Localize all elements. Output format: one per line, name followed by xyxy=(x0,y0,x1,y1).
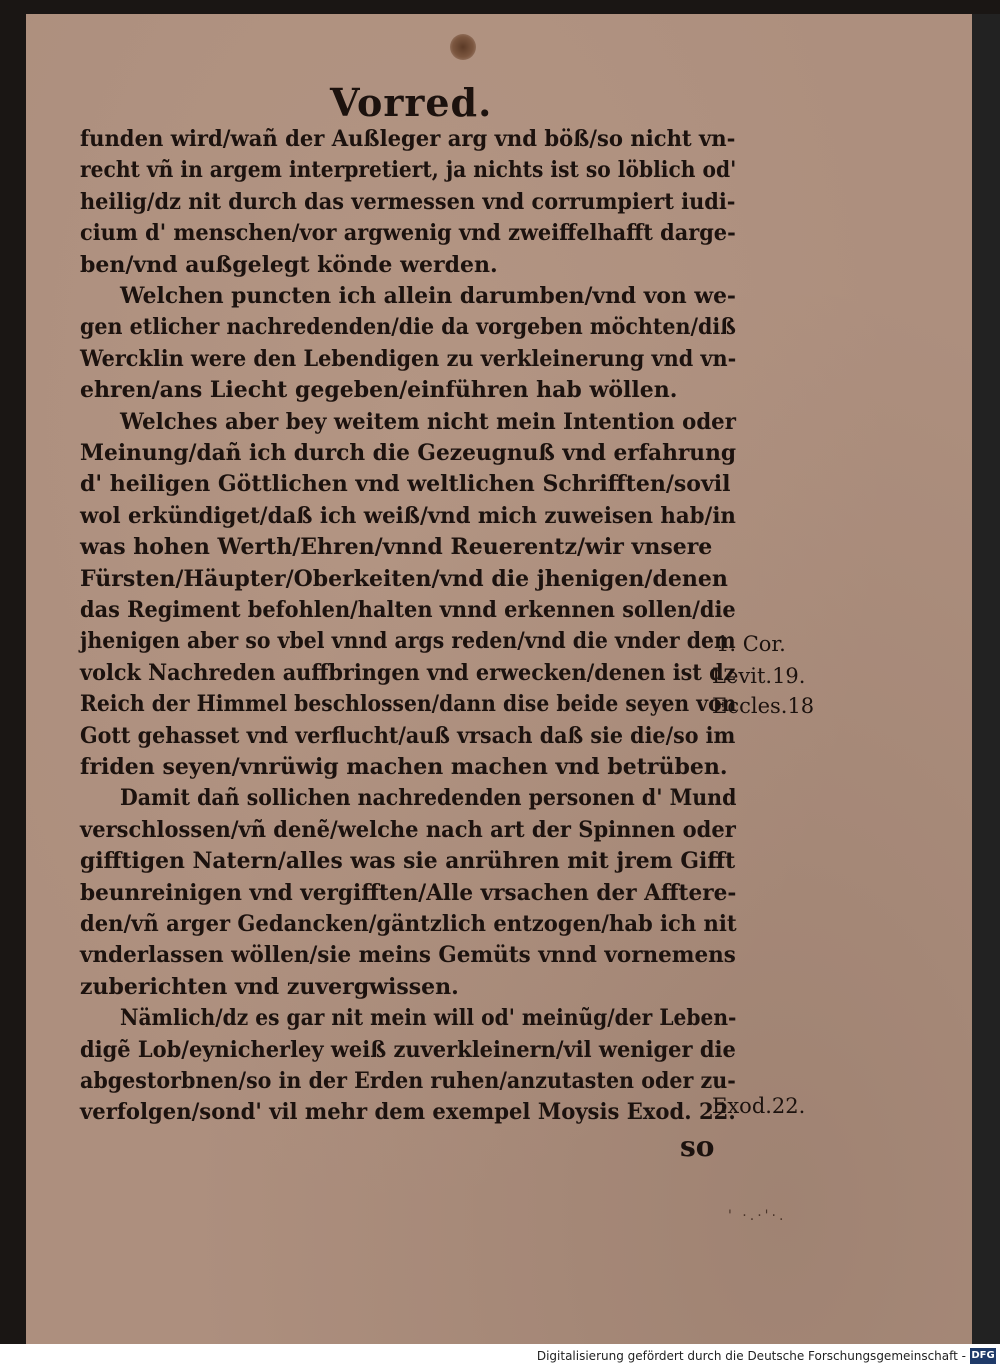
text-line: Welchen puncten ich allein darumben/vnd von we- xyxy=(120,283,736,309)
text-line: Reich der Himmel beschlossen/dann dise beide seyen von xyxy=(80,691,737,718)
text-line: Nämlich/dz es gar nit mein will od' meinũg/der Leben- xyxy=(120,1005,737,1032)
text-line: cium d' menschen/vor argwenig vnd zweiffelhafft darge- xyxy=(80,220,736,247)
text-line: was hohen Werth/Ehren/vnnd Reuerentz/wir vnsere xyxy=(80,534,713,561)
page-header: Vorred. xyxy=(330,80,493,125)
text-line: d' heiligen Göttlichen vnd weltlichen Schrifften/sovil xyxy=(80,471,731,498)
footer-bar xyxy=(0,1344,1000,1369)
margin-note: 1. Cor. xyxy=(716,632,786,656)
margin-note: Exod.22. xyxy=(712,1094,806,1118)
dfg-logo: DFG xyxy=(970,1348,996,1364)
text-line: zuberichten vnd zuvergwissen. xyxy=(80,973,459,1000)
text-line: wol erkündiget/daß ich weiß/vnd mich zuweisen hab/in xyxy=(80,502,736,529)
scan-border xyxy=(972,14,1000,1344)
text-line: ben/vnd außgelegt könde werden. xyxy=(80,251,498,278)
text-line: gifftigen Natern/alles was sie anrühren mit jrem Gifft xyxy=(80,848,736,875)
text-line: abgestorbnen/so in der Erden ruhen/anzutasten oder zu- xyxy=(80,1068,736,1094)
text-line: Gott gehasset vnd verflucht/auß vrsach daß sie die/so im xyxy=(80,722,736,749)
text-line: beunreinigen vnd vergifften/Alle vrsachen der Afftere- xyxy=(80,879,737,906)
text-line: verschlossen/vñ denẽ/welche nach art der Spinnen oder xyxy=(80,816,736,843)
text-line: verfolgen/sond' vil mehr dem exempel Moysis Exod. 22. xyxy=(80,1099,736,1126)
paper-specks: ' ·.·'·. xyxy=(728,1208,787,1224)
text-line: funden wird/wañ der Außleger arg vnd böß/so nicht vn- xyxy=(80,126,736,152)
funding-notice: Digitalisierung gefördert durch die Deutsche Forschungsgemeinschaft - xyxy=(536,1349,966,1363)
text-line: digẽ Lob/eynicherley weiß zuverkleinern/vil weniger die xyxy=(80,1036,736,1063)
text-line: den/vñ arger Gedancken/gäntzlich entzogen/hab ich nit xyxy=(80,911,737,937)
text-line: das Regiment befohlen/halten vnnd erkennen sollen/die xyxy=(80,597,736,623)
text-line: recht vñ in argem interpretiert, ja nichts ist so löblich od' xyxy=(80,157,737,184)
ink-stain xyxy=(450,34,476,60)
text-line: Fürsten/Häupter/Oberkeiten/vnd die jhenigen/denen xyxy=(80,565,728,592)
text-line: jhenigen aber so vbel vnnd args reden/vnd die vnder dem xyxy=(80,628,736,655)
text-line: Meinung/dañ ich durch die Gezeugnuß vnd erfahrung xyxy=(80,440,737,466)
book-page xyxy=(26,14,972,1344)
text-line: friden seyen/vnrüwig machen machen vnd betrüben. xyxy=(80,754,728,780)
catchword: so xyxy=(680,1130,715,1163)
text-line: Welches aber bey weitem nicht mein Intention oder xyxy=(120,408,736,435)
text-line: Damit dañ sollichen nachredenden personen d' Mund xyxy=(120,785,737,812)
text-line: volck Nachreden auffbringen vnd erwecken/denen ist dz xyxy=(80,659,736,686)
margin-note: Levit.19. xyxy=(712,664,806,688)
text-line: vnderlassen wöllen/sie meins Gemüts vnnd vornemens xyxy=(80,942,736,969)
text-line: heilig/dz nit durch das vermessen vnd corrumpiert iudi- xyxy=(80,188,736,215)
text-line: ehren/ans Liecht gegeben/einführen hab wöllen. xyxy=(80,377,678,404)
text-line: gen etlicher nachredenden/die da vorgeben möchten/diß xyxy=(80,314,736,341)
text-line: Wercklin were den Lebendigen zu verkleinerung vnd vn- xyxy=(80,345,737,372)
margin-note: Eccles.18 xyxy=(712,694,815,718)
